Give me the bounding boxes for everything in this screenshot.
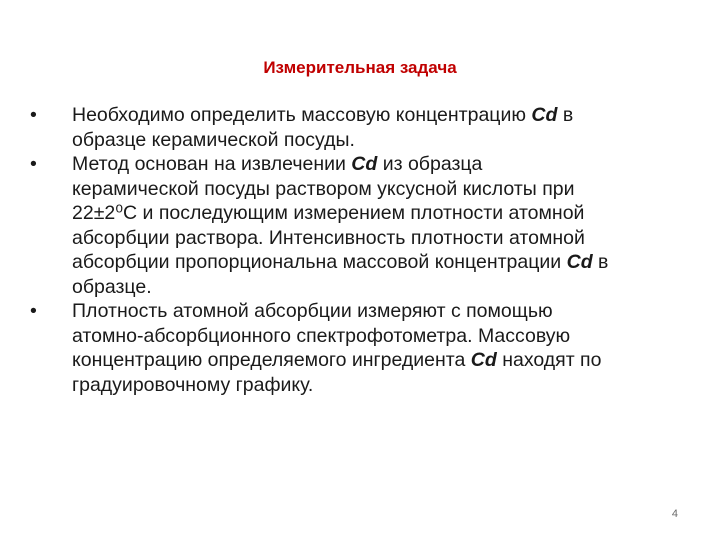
bullet-item [30,299,690,397]
text-line: градуировочному графику. [72,373,314,396]
page-number: 4 [671,508,678,520]
text-line: Метод основан на извлечении Cd из образца [72,153,483,175]
text-line: керамической посуды раствором уксусной кислоты при [72,177,575,200]
text-line: абсорбции раствора. Интенсивность плотности атомной [72,226,585,249]
text-line: Необходимо определить массовую концентрацию Cd в [72,104,574,126]
bullet-icon: • [30,300,37,322]
text-line: абсорбции пропорциональна массовой концентрации Cd в [72,251,609,273]
bullet-item [30,152,690,299]
bullet-list [30,103,690,397]
text-line: образце. [72,275,152,298]
bullet-icon: • [30,153,37,175]
text-line: Плотность атомной абсорбции измеряют с помощью [72,300,553,322]
text-line: атомно-абсорбционного спектрофотометра. Массовую [72,324,571,347]
bullet-item [30,103,690,152]
text-line: образце керамической посуды. [72,128,355,151]
text-line: концентрацию определяемого ингредиента Cd находят по [72,349,602,371]
slide-title: Измерительная задача [263,58,457,77]
text-line: 22±2⁰С и последующим измерением плотности атомной [72,202,585,224]
bullet-icon: • [30,104,37,126]
